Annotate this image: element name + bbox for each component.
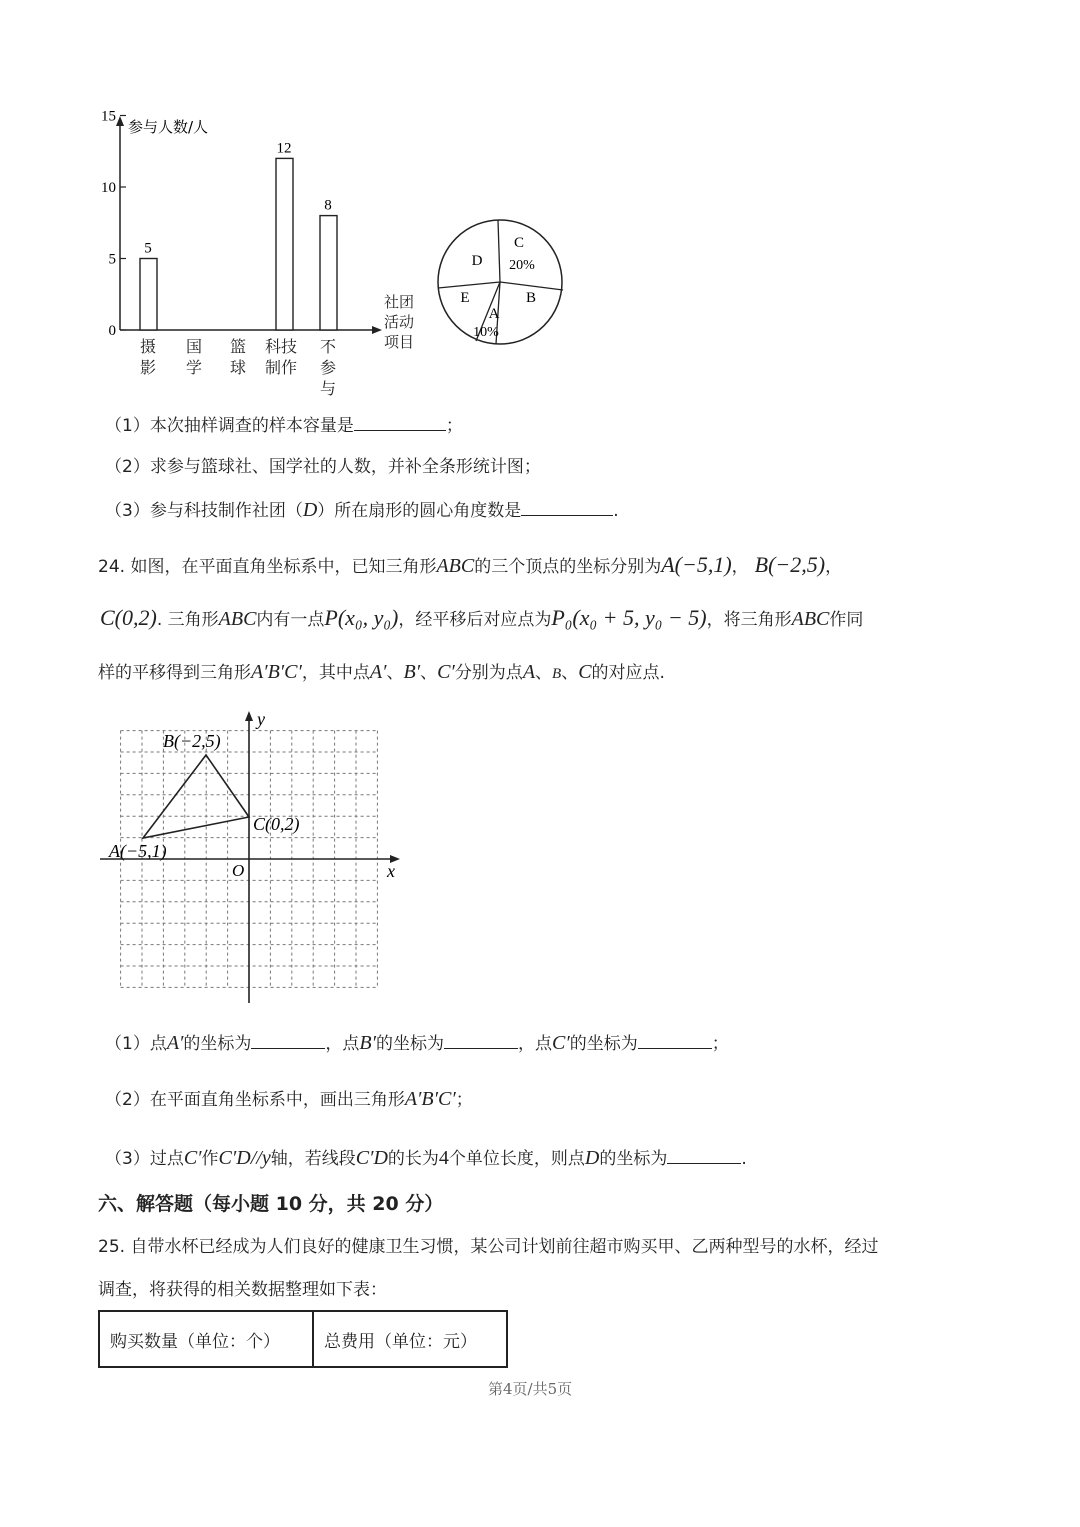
xlabel-line: 社团 bbox=[384, 293, 415, 311]
q24-s3-text: 的坐标为 bbox=[599, 1149, 668, 1169]
var-d: D bbox=[302, 499, 318, 521]
pie-label: B bbox=[525, 290, 537, 306]
category-line: 参 bbox=[320, 358, 337, 377]
bar-chart-ylabel: 参与人数/人 bbox=[128, 118, 209, 136]
pie-label: A bbox=[488, 306, 500, 322]
var-abc: ABC bbox=[218, 608, 257, 630]
x-axis-label: x bbox=[387, 861, 395, 881]
q24-s3-text: 作 bbox=[201, 1149, 219, 1169]
punct: 、 bbox=[535, 663, 553, 683]
section-title: 六、解答题（每小题 10 分，共 20 分） bbox=[98, 1193, 444, 1215]
category-line: 摄 bbox=[140, 337, 157, 356]
category-line: 学 bbox=[186, 358, 203, 377]
coord-b: B(−2,5) bbox=[754, 552, 826, 577]
q25-line1: 25. 自带水杯已经成为人们良好的健康卫生习惯，某公司计划前往超市购买甲、乙两种型号的水杯，经过 bbox=[98, 1237, 879, 1257]
q24-text: 分别为点 bbox=[454, 663, 523, 683]
coord-c: C(0,2) bbox=[100, 605, 157, 630]
category-line: 制作 bbox=[265, 358, 298, 377]
parallel-symbol: // bbox=[250, 1147, 262, 1169]
q23-p3-text2: ）所在扇形的圆心角度数是 bbox=[317, 501, 522, 521]
bar-value-label: 12 bbox=[276, 140, 292, 157]
q24-s3-text: 的长为 bbox=[387, 1149, 439, 1169]
q23-part1 bbox=[105, 412, 463, 438]
var-ap: A′ bbox=[369, 661, 387, 683]
q24-text: 样的平移得到三角形 bbox=[98, 663, 251, 683]
category-line: 与 bbox=[320, 379, 337, 398]
xlabel-line: 活动 bbox=[384, 313, 415, 331]
var-b: B bbox=[552, 666, 562, 682]
var-cp: C′ bbox=[183, 1147, 202, 1169]
pie-label: D bbox=[471, 253, 483, 269]
answer-blank[interactable] bbox=[251, 1030, 325, 1049]
q24-text: ，其中点 bbox=[301, 663, 370, 683]
q24-s1-text: （1）点 bbox=[105, 1034, 167, 1054]
q23-p3-text: （3）参与科技制作社团（ bbox=[105, 501, 303, 521]
y-axis-arrow-icon bbox=[245, 711, 253, 721]
q24-s1-text: ，点 bbox=[325, 1034, 360, 1054]
q24-text: 内有一点 bbox=[256, 610, 325, 630]
origin-label: O bbox=[232, 861, 245, 880]
q24-text: ，经平移后对应点为 bbox=[398, 610, 552, 630]
var-apbpcp: A′B′C′ bbox=[404, 1088, 456, 1110]
table-header-cell: 总费用（单位：元） bbox=[313, 1311, 507, 1367]
y-tick-label: 5 bbox=[108, 251, 116, 268]
var-cp: C′ bbox=[437, 661, 455, 683]
x-category-label bbox=[230, 336, 246, 378]
y-tick-label: 15 bbox=[101, 110, 116, 125]
bar-value-label: 8 bbox=[324, 197, 332, 214]
var-ap: A′ bbox=[166, 1032, 184, 1054]
bar bbox=[276, 158, 293, 330]
label-point-c: C(0,2) bbox=[253, 814, 300, 834]
var-cp: C′ bbox=[552, 1032, 570, 1054]
punct: 、 bbox=[386, 663, 404, 683]
answer-blank[interactable] bbox=[638, 1030, 712, 1049]
q24-text: . 三角形 bbox=[156, 610, 219, 630]
punct: 、 bbox=[561, 663, 579, 683]
var-cpd: C′D bbox=[355, 1147, 388, 1169]
punct: ， bbox=[731, 557, 749, 577]
point-p: P(x₀, y₀) bbox=[324, 605, 399, 630]
q24-line1 bbox=[98, 553, 842, 579]
table-header-cell: 购买数量（单位：个） bbox=[99, 1311, 313, 1367]
bar-value-label: 5 bbox=[144, 240, 152, 257]
var-bp: B′ bbox=[359, 1032, 377, 1054]
coord-a: A(−5,1) bbox=[661, 552, 732, 577]
q24-text: 24. 如图，在平面直角坐标系中，已知三角形 bbox=[98, 557, 437, 577]
q24-text: 的对应点. bbox=[591, 663, 665, 683]
q24-s1-text: 的坐标为 bbox=[183, 1034, 252, 1054]
pie-label: 10% bbox=[473, 325, 499, 340]
var-y: y bbox=[261, 1147, 271, 1169]
pie-label: E bbox=[460, 290, 470, 306]
page-footer: 第4页/共5页 bbox=[488, 1380, 573, 1398]
punct: ， bbox=[825, 557, 843, 577]
x-category-label bbox=[265, 336, 297, 378]
q24-line3 bbox=[98, 660, 665, 686]
y-tick-label: 10 bbox=[101, 180, 116, 196]
q24-line2 bbox=[100, 606, 863, 632]
answer-blank[interactable] bbox=[354, 412, 446, 431]
q24-text: 作同 bbox=[829, 610, 864, 630]
x-category-label bbox=[320, 336, 336, 399]
answer-blank[interactable] bbox=[521, 497, 613, 516]
var-d: D bbox=[584, 1147, 600, 1169]
q24-text: 的三个顶点的坐标分别为 bbox=[474, 557, 662, 577]
var-bp: B′ bbox=[403, 661, 421, 683]
q23-part3 bbox=[105, 497, 619, 523]
y-tick-label: 0 bbox=[108, 323, 116, 339]
punct: 、 bbox=[420, 663, 438, 683]
pie-chart bbox=[430, 218, 570, 348]
punct: ； bbox=[455, 1090, 473, 1110]
var-apbpcp: A′B′C′ bbox=[251, 661, 302, 683]
answer-blank[interactable] bbox=[444, 1030, 518, 1049]
var-abc: ABC bbox=[436, 555, 475, 577]
pie-label: 20% bbox=[509, 258, 535, 273]
punct: . bbox=[613, 501, 619, 521]
triangle-abc bbox=[143, 755, 249, 838]
answer-blank[interactable] bbox=[667, 1145, 741, 1164]
x-axis-arrow-icon bbox=[372, 326, 382, 334]
num-four: 4 bbox=[438, 1147, 449, 1169]
q24-s3-text: 个单位长度，则点 bbox=[448, 1149, 585, 1169]
category-line: 科技 bbox=[265, 337, 298, 356]
y-axis-label: y bbox=[257, 709, 265, 729]
q24-s1-text: 的坐标为 bbox=[569, 1034, 638, 1054]
x-category-label bbox=[186, 336, 202, 378]
punct: ； bbox=[711, 1034, 729, 1054]
category-line: 影 bbox=[140, 358, 157, 377]
q23-p1-text: （1）本次抽样调查的样本容量是 bbox=[105, 416, 354, 436]
punct: . bbox=[741, 1149, 747, 1169]
q24-part1 bbox=[105, 1030, 729, 1056]
q25-line2: 调查，将获得的相关数据整理如下表： bbox=[98, 1280, 387, 1300]
bar bbox=[140, 259, 157, 331]
var-a: A bbox=[522, 661, 536, 683]
q23-part2: （2）求参与篮球社、国学社的人数，并补全条形统计图； bbox=[105, 457, 541, 477]
var-cpd: C′D bbox=[218, 1147, 251, 1169]
q24-s2-text: （2）在平面直角坐标系中，画出三角形 bbox=[105, 1090, 405, 1110]
x-category-label bbox=[140, 336, 156, 378]
punct: ； bbox=[445, 416, 463, 436]
q24-part2 bbox=[105, 1087, 473, 1112]
xlabel-line: 项目 bbox=[384, 333, 415, 351]
q24-s1-text: 的坐标为 bbox=[376, 1034, 445, 1054]
bar bbox=[320, 216, 337, 330]
var-c: C bbox=[578, 661, 592, 683]
pie-label: C bbox=[513, 235, 525, 251]
category-line: 篮 bbox=[230, 337, 247, 356]
q24-s3-text: 轴，若线段 bbox=[270, 1149, 356, 1169]
q24-s1-text: ，点 bbox=[518, 1034, 553, 1054]
coordinate-grid bbox=[95, 705, 415, 1010]
label-point-a: A(−5,1) bbox=[109, 841, 167, 861]
category-line: 国 bbox=[186, 337, 203, 356]
q24-part3 bbox=[105, 1145, 747, 1171]
var-abc: ABC bbox=[791, 608, 830, 630]
point-p0: P₀(x₀ + 5, y₀ − 5) bbox=[551, 605, 707, 630]
category-line: 不 bbox=[320, 337, 337, 356]
q25-table bbox=[98, 1310, 508, 1368]
label-point-b: B(−2,5) bbox=[163, 731, 221, 751]
y-axis-arrow-icon bbox=[116, 116, 124, 126]
category-line: 球 bbox=[230, 358, 247, 377]
bar-chart-xlabel bbox=[384, 292, 414, 352]
table-row bbox=[99, 1311, 507, 1367]
q24-text: ，将三角形 bbox=[706, 610, 792, 630]
q24-s3-text: （3）过点 bbox=[105, 1149, 184, 1169]
